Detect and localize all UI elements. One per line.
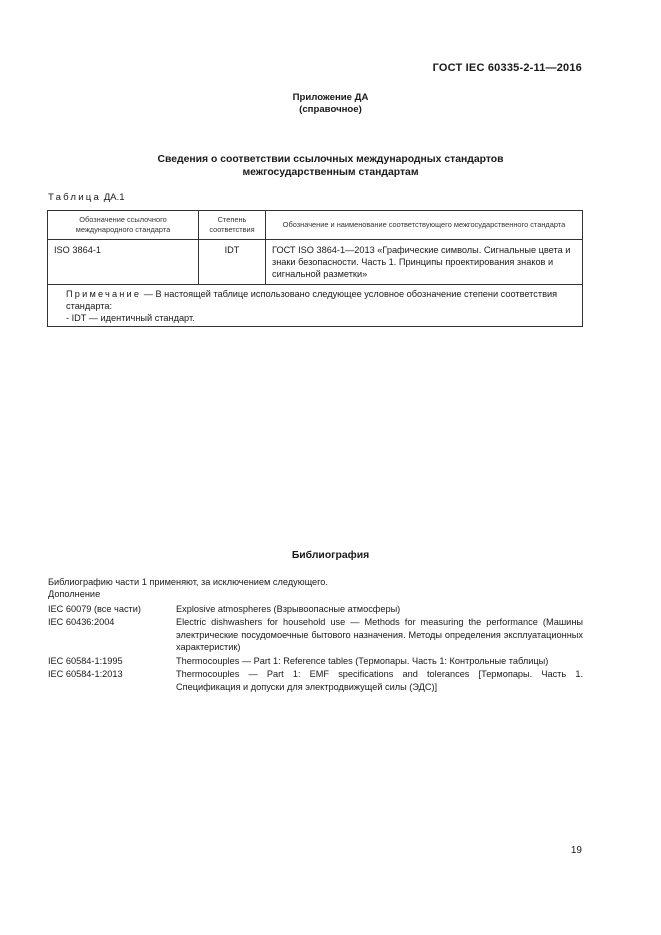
table-note-row xyxy=(48,285,583,327)
bibliography-intro: Библиографию части 1 применяют, за исключением следующего. xyxy=(48,577,328,587)
table-row xyxy=(48,240,583,285)
note-item: - IDT — идентичный стандарт. xyxy=(66,313,195,323)
table-caption-id: ДА.1 xyxy=(103,192,125,203)
header-degree: Степень соответствия xyxy=(199,211,266,240)
note-text: — В настоящей таблице использовано следующее условное обозначение степени соответствия стандарта: xyxy=(66,289,558,311)
table-header-row xyxy=(48,211,583,240)
cell-degree: IDT xyxy=(199,240,266,285)
annex-title: Приложение ДА xyxy=(292,92,369,103)
bibliography-entry xyxy=(48,655,583,668)
page-number: 19 xyxy=(570,845,582,856)
note-label: Примечание xyxy=(66,289,142,299)
bibliography-code: IEC 60584-1:2013 xyxy=(48,669,123,679)
bibliography-addition: Дополнение xyxy=(48,589,101,599)
section-title-line2: межгосударственным стандартам xyxy=(242,167,419,178)
header-national-standard: Обозначение и наименование соответствующего межгосударственного стандарта xyxy=(266,211,583,240)
bibliography-title: Библиография xyxy=(291,550,370,561)
bibliography-text: Explosive atmospheres (Взрывоопасные атмосферы) xyxy=(176,604,401,614)
bibliography-text: Thermocouples — Part 1: Reference tables (Термопары. Часть 1: Контрольные таблицы) xyxy=(176,656,549,666)
table-caption-word: Таблица xyxy=(48,192,102,203)
bibliography-entry xyxy=(48,616,583,654)
note-paragraph xyxy=(56,288,574,312)
bibliography-text: Electric dishwashers for household use — Methods for measuring the performance (Машины электрические посудомоечные бытового назначения. Методы определения эксплуатационных характеристик) xyxy=(176,617,583,653)
header-ref-standard: Обозначение ссылочного международного стандарта xyxy=(48,211,199,240)
bibliography-entry xyxy=(48,603,583,616)
bibliography-entry xyxy=(48,668,583,693)
bibliography-text: Thermocouples — Part 1: EMF specifications and tolerances [Термопары. Часть 1. Спецификация и допуски для электродвижущей силы (ЭДС)] xyxy=(176,669,583,692)
document-header: ГОСТ IEC 60335-2-11—2016 xyxy=(432,62,582,74)
correspondence-table xyxy=(47,210,583,327)
annex-subtitle: (справочное) xyxy=(299,104,362,115)
bibliography-code: IEC 60436:2004 xyxy=(48,617,115,627)
cell-national-standard: ГОСТ ISO 3864-1—2013 «Графические символы. Сигнальные цвета и знаки безопасности. Часть 1. Принципы проектирования знаков и сигнальной разметки» xyxy=(266,240,583,285)
table-note xyxy=(48,285,583,327)
bibliography-code: IEC 60079 (все части) xyxy=(48,604,141,614)
bibliography-code: IEC 60584-1:1995 xyxy=(48,656,123,666)
table-caption xyxy=(48,192,125,203)
section-title-line1: Сведения о соответствии ссылочных международных стандартов xyxy=(157,154,504,165)
cell-ref-standard: ISO 3864-1 xyxy=(48,240,199,285)
